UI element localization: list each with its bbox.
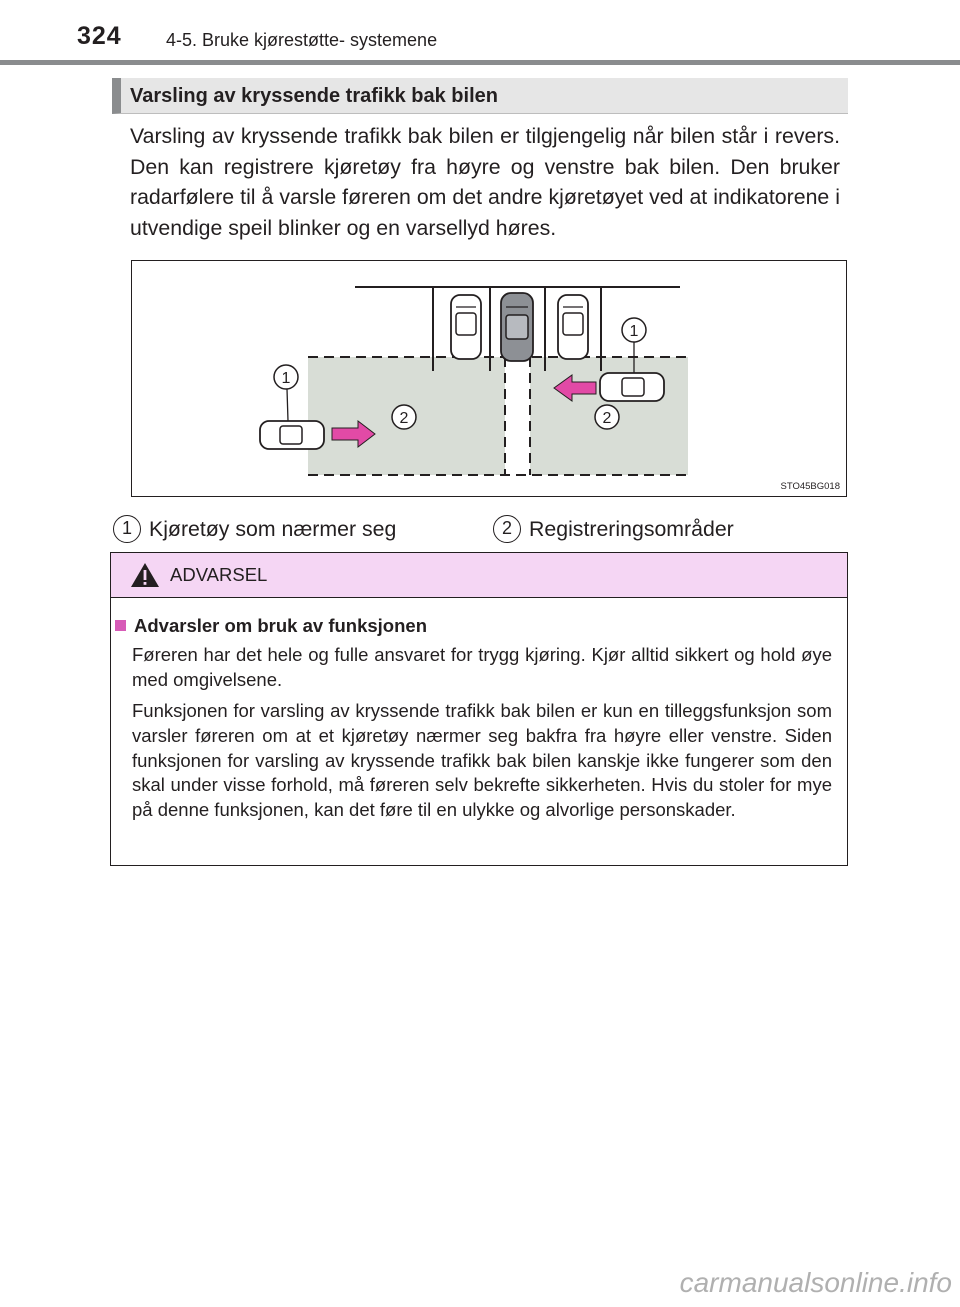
own-car-reversing <box>501 293 533 361</box>
legend-number: 1 <box>113 515 141 543</box>
section-title: Varsling av kryssende trafikk bak bilen <box>112 78 848 114</box>
page-number: 324 <box>77 22 122 50</box>
figure-code: STO45BG018 <box>780 481 840 492</box>
cross-traffic-diagram <box>132 261 848 498</box>
watermark: carmanualsonline.info <box>679 1267 952 1298</box>
parked-car-right <box>558 295 588 359</box>
callout-2-right-text: 2 <box>602 410 612 427</box>
callout-1-leader-left <box>287 389 288 421</box>
warning-title: ADVARSEL <box>170 564 268 585</box>
warning-paragraph: Funksjonen for varsling av kryssende trafikk bak bilen er kun en tilleggsfunksjon som varsler føreren om at et kjøretøy nærmer seg bakfra fra høyre eller venstre. Siden funksjonen for varsling av kryssende trafikk bak bilen kanskje ikke fungerer som den skal under visse forhold, må føreren selv bekrefte sikkerheten. Hvis du stoler for mye på denne funksjonen, kan det føre til en ulykke og alvorlige personskader. <box>132 700 832 821</box>
legend-label: Kjøretøy som nærmer seg <box>149 517 397 541</box>
parked-car-left <box>451 295 481 359</box>
approaching-car-left <box>260 421 324 449</box>
warning-triangle-icon <box>130 562 160 588</box>
legend-number: 2 <box>493 515 521 543</box>
warning-subheading <box>115 615 427 637</box>
intro-paragraph: Varsling av kryssende trafikk bak bilen er tilgjengelig når bilen står i revers. Den kan registrere kjøretøy fra høyre og venstre bak bilen. Den bruker radarfølere til å varsle føreren om det andre kjøretøyet ved at indikatorene i utvendige speil blinker og en varsellyd høres. <box>130 124 840 240</box>
cross-traffic-figure <box>131 260 847 497</box>
warning-header <box>111 553 847 598</box>
callout-1-right-text: 1 <box>629 323 639 340</box>
callout-2-left-text: 2 <box>399 410 409 427</box>
callout-1-left-text: 1 <box>281 370 291 387</box>
approaching-car-right <box>600 373 664 401</box>
warning-subheading-text: Advarsler om bruk av funksjonen <box>134 615 428 636</box>
legend-label: Registreringsområder <box>529 517 734 541</box>
square-bullet-icon <box>115 620 126 631</box>
header-rule <box>0 60 960 65</box>
warning-paragraph: Føreren har det hele og fulle ansvaret for trygg kjøring. Kjør alltid sikkert og hold øye med omgivelsene. <box>132 644 832 690</box>
chapter-title: 4-5. Bruke kjørestøtte- systemene <box>166 30 438 50</box>
warning-box <box>110 552 848 866</box>
